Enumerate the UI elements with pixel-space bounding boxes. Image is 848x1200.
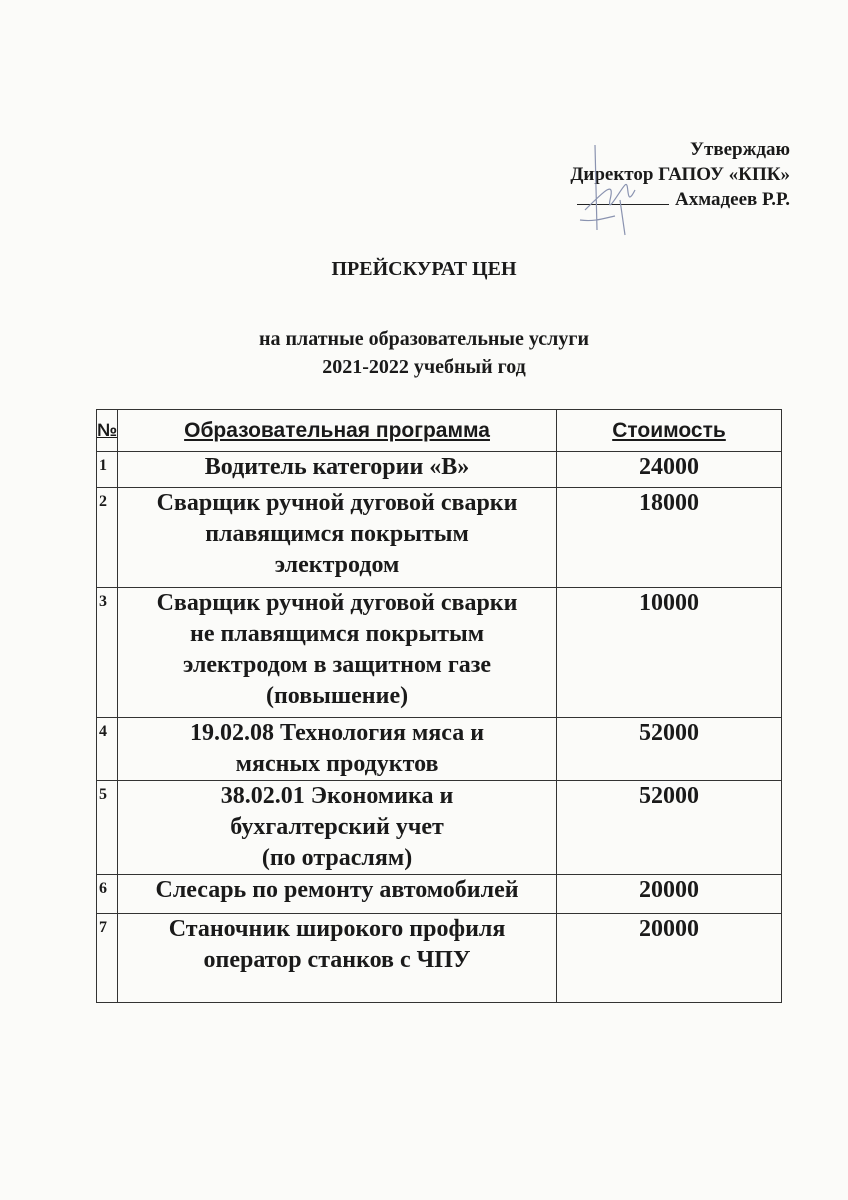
program-line: электродом xyxy=(274,552,400,578)
program-line: 38.02.01 Экономика и xyxy=(220,783,454,809)
row-number: 7 xyxy=(97,914,118,1003)
price: 18000 xyxy=(557,488,782,588)
program-line: электродом в защитном газе xyxy=(183,652,492,678)
program-name xyxy=(118,452,557,488)
header-number: № xyxy=(97,410,118,452)
page-title: ПРЕЙСКУРАТ ЦЕН xyxy=(331,258,517,280)
price-table xyxy=(96,409,782,1003)
program-name xyxy=(118,914,557,1003)
program-line: Станочник широкого профиля xyxy=(168,916,506,942)
table-row xyxy=(97,914,782,1003)
program-line: Сварщик ручной дуговой сварки xyxy=(156,590,518,616)
program-line: Водитель категории «В» xyxy=(204,454,470,480)
table-row xyxy=(97,781,782,875)
table-row xyxy=(97,452,782,488)
price: 52000 xyxy=(557,781,782,875)
program-line: (повышение) xyxy=(265,683,409,709)
program-line: оператор станков с ЧПУ xyxy=(203,947,471,973)
row-number: 3 xyxy=(97,588,118,718)
table-row xyxy=(97,875,782,914)
program-line: Сварщик ручной дуговой сварки xyxy=(156,490,518,516)
header-program: Образовательная программа xyxy=(118,410,557,452)
program-line: 19.02.08 Технология мяса и xyxy=(190,720,485,746)
header-price: Стоимость xyxy=(557,410,782,452)
academic-year: 2021-2022 учебный год xyxy=(322,356,526,378)
director-title: Директор ГАПОУ «КПК» xyxy=(570,164,790,185)
director-name: Ахмадеев Р.Р. xyxy=(675,189,790,210)
price: 20000 xyxy=(557,875,782,914)
table-row xyxy=(97,718,782,781)
row-number: 6 xyxy=(97,875,118,914)
program-line: (по отраслям) xyxy=(261,845,413,871)
row-number: 2 xyxy=(97,488,118,588)
price: 52000 xyxy=(557,718,782,781)
row-number: 4 xyxy=(97,718,118,781)
program-line: бухгалтерский учет xyxy=(230,814,444,840)
program-name xyxy=(118,718,557,781)
price: 24000 xyxy=(557,452,782,488)
row-number: 5 xyxy=(97,781,118,875)
program-name xyxy=(118,781,557,875)
table-row xyxy=(97,488,782,588)
program-name xyxy=(118,588,557,718)
approval-label: Утверждаю xyxy=(690,139,790,160)
program-line: плавящимся покрытым xyxy=(205,521,469,547)
program-line: Слесарь по ремонту автомобилей xyxy=(155,877,519,903)
subtitle: на платные образовательные услуги xyxy=(258,328,590,350)
row-number: 1 xyxy=(97,452,118,488)
program-line: не плавящимся покрытым xyxy=(189,621,485,647)
program-name xyxy=(118,875,557,914)
table-row xyxy=(97,588,782,718)
price: 10000 xyxy=(557,588,782,718)
program-line: мясных продуктов xyxy=(235,751,439,777)
price: 20000 xyxy=(557,914,782,1003)
program-name xyxy=(118,488,557,588)
signature-icon xyxy=(575,140,665,240)
table-header xyxy=(97,410,782,452)
